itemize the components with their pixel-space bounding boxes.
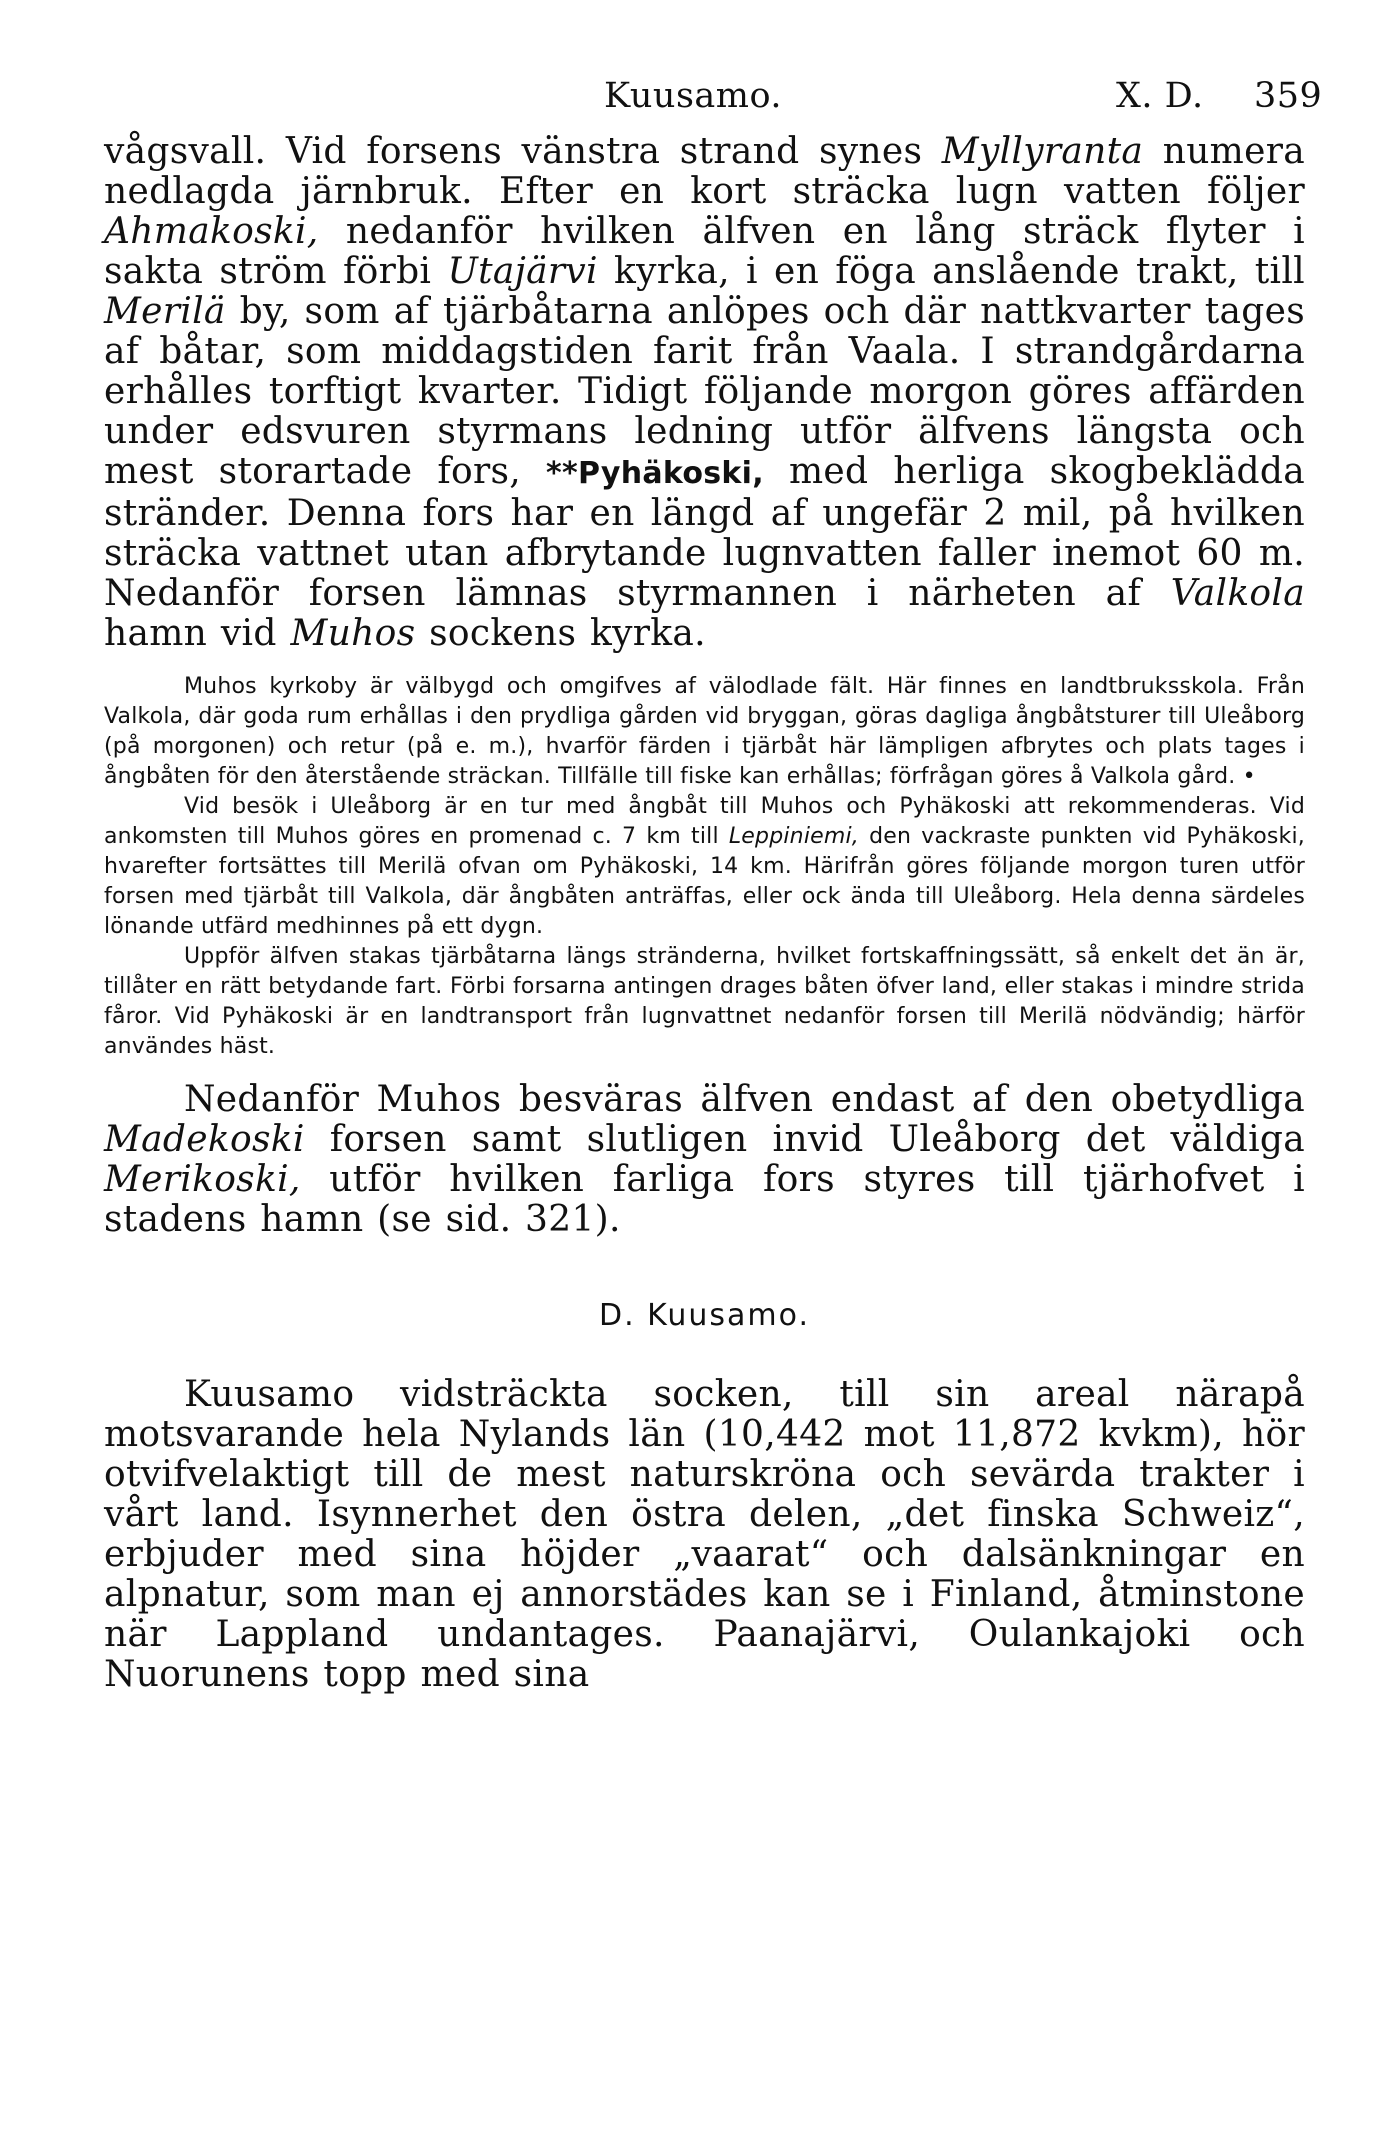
- text-run: kyrka, i en föga anslående trakt, till: [597, 251, 1305, 292]
- text-run: by, som af tjärbåtarna anlöpes och där nattkvarter tages af båtar, som middagstiden farit från Vaala. I strandgårdarna erhålles torftigt kvarter. Tidigt följande morgon göres affärden under edsvuren styrmans ledning utför älfvens längsta och mest storartade fors,: [104, 291, 1305, 492]
- text-run: forsen samt slutligen invid Uleåborg det väldiga: [304, 1119, 1305, 1160]
- small-print-paragraph-1: Muhos kyrkoby är välbygd och omgifves af välodlade fält. Här finnes en landtbruksskola. Från Valkola, där goda rum erhållas i den prydliga gården vid bryggan, göras dagliga ångbåtsturer till Uleåborg (på morgonen) och retur (på e. m.), hvarför färden i tjärbåt här lämpligen afbrytes och plats tages i ångbåten för den återstående sträckan. Tillfälle till fiske kan erhållas; förfrågan göres å Valkola gård. •: [104, 674, 1305, 789]
- starred-place-name: **Pyhäkoski,: [546, 456, 764, 491]
- place-name: Leppiniemi,: [728, 824, 860, 849]
- running-head: [104, 70, 1323, 122]
- page-number: 359: [1254, 76, 1323, 116]
- running-title: Kuusamo.: [604, 76, 783, 116]
- place-name: Madekoski: [104, 1119, 305, 1160]
- place-name: Utajärvi: [447, 251, 598, 292]
- small-print-paragraph-2: [104, 792, 1305, 942]
- text-run: numera nedlagda järnbruk. Efter en kort sträcka lugn vatten följer: [104, 131, 1305, 212]
- text-run: vågsvall. Vid forsens vänstra strand synes: [104, 131, 942, 172]
- place-name: Myllyranta: [941, 131, 1144, 172]
- text-run: utför hvilken farliga fors styres till tjärhofvet i stadens hamn (se sid. 321).: [104, 1159, 1305, 1240]
- place-name: Merilä: [104, 291, 226, 332]
- text-run: hamn vid: [104, 613, 291, 654]
- place-name: Valkola: [1170, 573, 1305, 614]
- text-run: sockens kyrka.: [415, 613, 706, 654]
- place-name: Merikoski,: [104, 1159, 301, 1200]
- small-print-paragraph-3: Uppför älfven stakas tjärbåtarna längs stränderna, hvilket fortskaffningssätt, så enkelt det än är, tillåter en rätt betydande fart. Förbi forsarna antingen drages båten öfver land, eller stakas i mindre strida fåror. Vid Pyhäkoski är en landtransport från lugnvattnet nedanför forsen till Merilä nödvändig; härför användes häst.: [104, 944, 1305, 1059]
- section-signature: X. D.: [1116, 76, 1204, 116]
- place-name: Muhos: [290, 613, 416, 654]
- text-run: nedanför hvilken älfven en lång sträck flyter i sakta ström förbi: [104, 211, 1305, 292]
- place-name: Ahmakoski,: [104, 211, 319, 252]
- text-run: Nedanför Muhos besväras älfven endast af den obetydliga: [184, 1079, 1305, 1120]
- body-paragraph-3: Kuusamo vidsträckta socken, till sin areal närapå motsvarande hela Nylands län (10,442 mot 11,872 kvkm), hör otvifvelaktigt till de mest naturskröna och sevärda trakter i vårt land. Isynnerhet den östra delen, „det finska Schweiz“, erbjuder med sina höjder „vaarat“ och dalsänkningar en alpnatur, som man ej annorstädes kan se i Finland, åtminstone när Lappland undantages. Paanajärvi, Oulankajoki och Nuorunens topp med sina: [104, 1374, 1305, 1695]
- text-run: med herliga skogbeklädda stränder. Denna fors har en längd af ungefär 2 mil, på hvilken sträcka vattnet utan afbrytande lugnvatten faller inemot 60 m. Nedanför forsen lämnas styrmannen i närheten af: [104, 451, 1305, 614]
- text-run: Vid besök i Uleåborg är en tur med ångbåt till Muhos och Pyhäkoski att rekommenderas. Vid ankomsten till Muhos göres en promenad c. 7 km till: [104, 794, 1305, 849]
- text-run: den vackraste punkten vid Pyhäkoski, hvarefter fortsättes till Merilä ofvan om Pyhäkoski, 14 km. Härifrån göres följande morgon turen utför forsen med tjärbåt till Valkola, där ångbåten anträffas, eller ock ända till Uleåborg. Hela denna särdeles lönande utfärd medhinnes på ett dygn.: [104, 824, 1305, 939]
- body-paragraph-2: [104, 1080, 1305, 1240]
- body-paragraph-1: [104, 132, 1305, 654]
- section-heading: D. Kuusamo.: [599, 1298, 810, 1333]
